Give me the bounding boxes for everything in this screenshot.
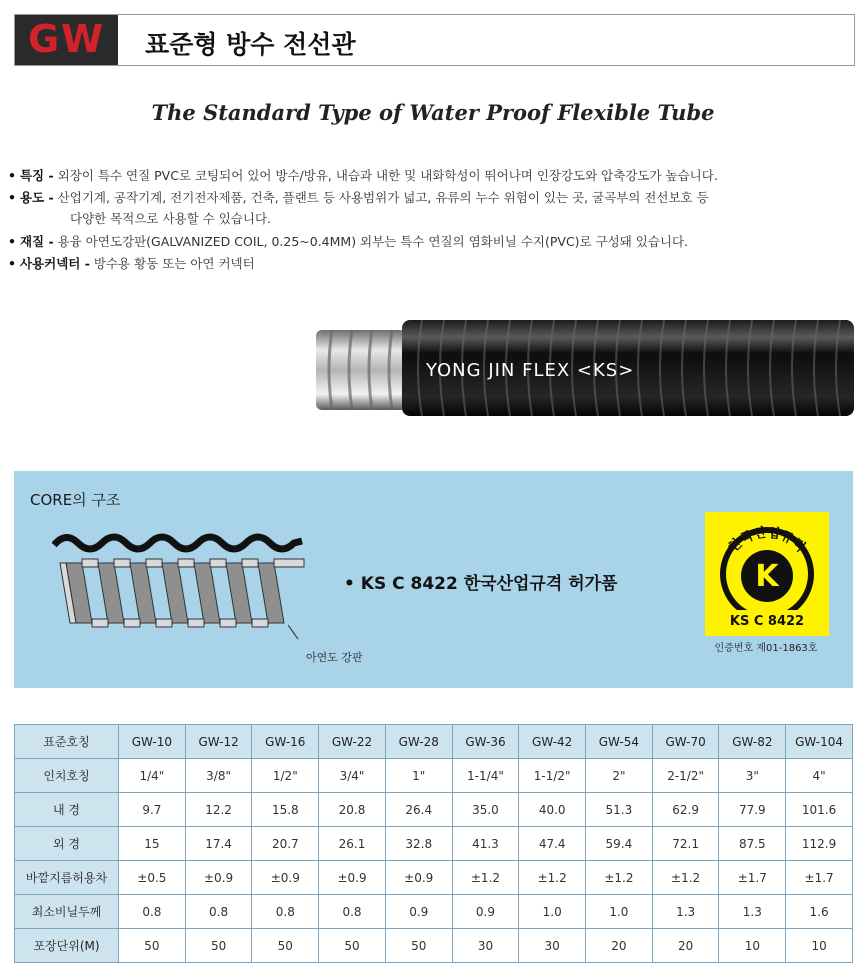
core-structure-panel xyxy=(14,471,853,688)
bullet: • xyxy=(8,234,16,249)
table-cell: ±1.7 xyxy=(786,861,853,895)
header-cell: GW-28 xyxy=(385,725,452,759)
table-cell: ±0.9 xyxy=(185,861,252,895)
header-cell: 표준호칭 xyxy=(15,725,119,759)
table-cell: 35.0 xyxy=(452,793,519,827)
table-cell: 0.9 xyxy=(452,895,519,929)
table-cell: 1-1/2" xyxy=(519,759,586,793)
table-cell: 50 xyxy=(119,929,186,963)
table-cell: 26.4 xyxy=(385,793,452,827)
core-cross-section-diagram xyxy=(52,523,312,643)
table-cell: 3" xyxy=(719,759,786,793)
bullet: • xyxy=(8,190,16,205)
table-cell: ±1.2 xyxy=(586,861,653,895)
table-row xyxy=(15,929,853,963)
header-cell: GW-36 xyxy=(452,725,519,759)
table-cell: 30 xyxy=(519,929,586,963)
table-cell: 26.1 xyxy=(319,827,386,861)
gw-logo xyxy=(15,15,118,65)
table-cell: 47.4 xyxy=(519,827,586,861)
table-cell: 3/8" xyxy=(185,759,252,793)
ks-mark-logo xyxy=(705,512,829,636)
table-cell: 50 xyxy=(385,929,452,963)
header-cell: GW-22 xyxy=(319,725,386,759)
feature-line xyxy=(8,254,255,272)
header-cell: GW-16 xyxy=(252,725,319,759)
feature-label: 용도 - xyxy=(19,190,54,205)
table-row xyxy=(15,861,853,895)
ks-seal-icon xyxy=(705,512,829,636)
header-cell: GW-82 xyxy=(719,725,786,759)
table-row xyxy=(15,827,853,861)
table-cell: 1.0 xyxy=(519,895,586,929)
table-cell: 50 xyxy=(252,929,319,963)
table-cell: 1/4" xyxy=(119,759,186,793)
table-cell: ±0.5 xyxy=(119,861,186,895)
feature-line xyxy=(8,232,688,250)
row-label: 외 경 xyxy=(15,827,119,861)
feature-label: 특징 - xyxy=(19,168,54,183)
table-cell: 3/4" xyxy=(319,759,386,793)
table-cell: 101.6 xyxy=(786,793,853,827)
table-cell: 30 xyxy=(452,929,519,963)
table-header-row xyxy=(15,725,853,759)
table-cell: 20.7 xyxy=(252,827,319,861)
table-cell: ±0.9 xyxy=(319,861,386,895)
table-cell: 51.3 xyxy=(586,793,653,827)
header-cell: GW-10 xyxy=(119,725,186,759)
table-cell: 10 xyxy=(719,929,786,963)
table-cell: 41.3 xyxy=(452,827,519,861)
table-cell: ±1.7 xyxy=(719,861,786,895)
table-cell: ±1.2 xyxy=(652,861,719,895)
table-cell: 20 xyxy=(652,929,719,963)
header-cell: GW-54 xyxy=(586,725,653,759)
core-title: CORE의 구조 xyxy=(30,491,121,509)
product-photo xyxy=(312,318,854,418)
table-cell: 0.8 xyxy=(119,895,186,929)
header-cell: GW-42 xyxy=(519,725,586,759)
english-subtitle: The Standard Type of Water Proof Flexible Tube xyxy=(151,100,715,125)
table-cell: ±1.2 xyxy=(452,861,519,895)
ks-certification-text: • KS C 8422 한국산업규격 허가품 xyxy=(344,574,618,594)
table-row xyxy=(15,759,853,793)
table-cell: 0.9 xyxy=(385,895,452,929)
table-cell: 1.3 xyxy=(652,895,719,929)
feature-text: 방수용 황동 또는 아연 커넥터 xyxy=(93,256,255,271)
table-row xyxy=(15,793,853,827)
row-label: 내 경 xyxy=(15,793,119,827)
logo-text: GW xyxy=(27,17,106,61)
feature-text: 외장이 특수 연질 PVC로 코팅되어 있어 방수/방유, 내습과 내한 및 내화학성이 뛰어나며 인장강도와 압축강도가 높습니다. xyxy=(57,168,718,183)
row-label: 인치호칭 xyxy=(15,759,119,793)
table-cell: 72.1 xyxy=(652,827,719,861)
header-cell: GW-104 xyxy=(786,725,853,759)
title-bar xyxy=(14,14,855,66)
table-cell: 1.6 xyxy=(786,895,853,929)
ks-arc-text: 한국산업규격 xyxy=(726,525,808,556)
table-cell: 1-1/4" xyxy=(452,759,519,793)
table-cell: 15 xyxy=(119,827,186,861)
table-row xyxy=(15,895,853,929)
table-cell: 50 xyxy=(319,929,386,963)
table-cell: 1.0 xyxy=(586,895,653,929)
table-cell: 62.9 xyxy=(652,793,719,827)
table-cell: 4" xyxy=(786,759,853,793)
table-cell: 12.2 xyxy=(185,793,252,827)
feature-label: 사용커넥터 - xyxy=(19,256,90,271)
table-cell: ±0.9 xyxy=(385,861,452,895)
table-cell: 15.8 xyxy=(252,793,319,827)
table-cell: 1.3 xyxy=(719,895,786,929)
feature-label: 재질 - xyxy=(19,234,54,249)
table-cell: ±0.9 xyxy=(252,861,319,895)
row-label: 최소비닐두께 xyxy=(15,895,119,929)
table-cell: 32.8 xyxy=(385,827,452,861)
table-cell: 50 xyxy=(185,929,252,963)
ks-letter: K xyxy=(755,559,779,594)
feature-line xyxy=(8,188,709,206)
table-cell: 2-1/2" xyxy=(652,759,719,793)
feature-text: 용융 아연도강판(GALVANIZED COIL, 0.25~0.4MM) 외부는 특수 연질의 염화비닐 수지(PVC)로 구성돼 있습니다. xyxy=(57,234,689,249)
spec-table xyxy=(14,724,853,963)
table-cell: 10 xyxy=(786,929,853,963)
feature-line-continued xyxy=(70,209,271,227)
steel-layer-label: 아연도 강판 xyxy=(306,651,363,664)
table-cell: 20 xyxy=(586,929,653,963)
bullet: • xyxy=(8,168,16,183)
table-cell: 59.4 xyxy=(586,827,653,861)
table-cell: 0.8 xyxy=(319,895,386,929)
feature-line xyxy=(8,166,718,184)
tube-print-text: YONG JIN FLEX <KS> xyxy=(426,360,635,381)
table-cell: 1" xyxy=(385,759,452,793)
header-cell: GW-12 xyxy=(185,725,252,759)
table-cell: 40.0 xyxy=(519,793,586,827)
bullet: • xyxy=(8,256,16,271)
flexible-tube-image xyxy=(312,318,854,418)
table-cell: 112.9 xyxy=(786,827,853,861)
row-label: 포장단위(M) xyxy=(15,929,119,963)
feature-text: 산업기계, 공작기계, 전기전자제품, 건축, 플랜트 등 사용범위가 넓고, 유류의 누수 위험이 있는 곳, 굴곡부의 전선보호 등 xyxy=(57,190,709,205)
table-cell: 17.4 xyxy=(185,827,252,861)
table-cell: 9.7 xyxy=(119,793,186,827)
page-title: 표준형 방수 전선관 xyxy=(145,30,356,59)
table-cell: 1/2" xyxy=(252,759,319,793)
table-cell: 2" xyxy=(586,759,653,793)
ks-code: KS C 8422 xyxy=(729,614,805,629)
table-cell: 20.8 xyxy=(319,793,386,827)
row-label: 바깥지름허용차 xyxy=(15,861,119,895)
table-cell: 87.5 xyxy=(719,827,786,861)
table-cell: 0.8 xyxy=(252,895,319,929)
table-cell: 0.8 xyxy=(185,895,252,929)
feature-text: 다양한 목적으로 사용할 수 있습니다. xyxy=(70,211,271,226)
cert-number: 인증번호 제01-1863호 xyxy=(714,643,818,654)
table-cell: 77.9 xyxy=(719,793,786,827)
table-cell: ±1.2 xyxy=(519,861,586,895)
header-cell: GW-70 xyxy=(652,725,719,759)
